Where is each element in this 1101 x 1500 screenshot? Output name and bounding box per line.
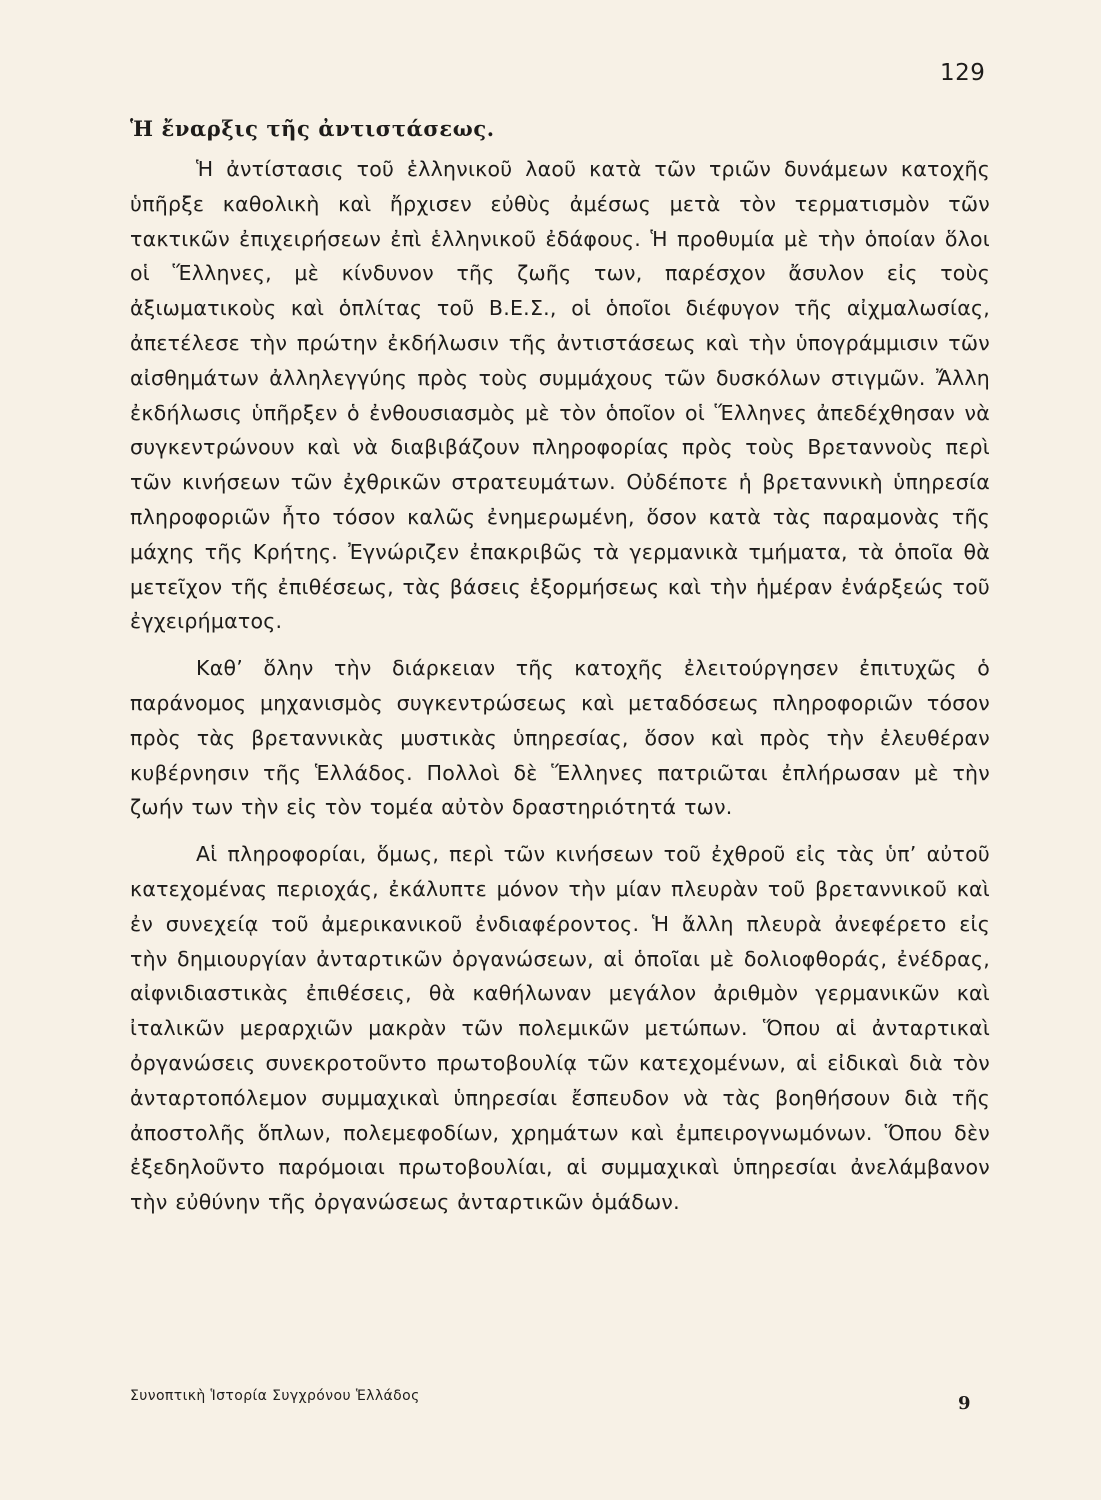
paragraph-3: Αἱ πληροφορίαι, ὅμως, περὶ τῶν κινήσεων τοῦ ἐχθροῦ εἰς τὰς ὑπ’ αὐτοῦ κατεχομένας περιοχάς, ἐκάλυπτε μόνον τὴν μίαν πλευρὰν τοῦ βρεταννικοῦ καὶ ἐν συνεχείᾳ τοῦ ἀμερικανικοῦ ἐνδιαφέροντος. Ἡ ἄλλη πλευρὰ ἀνεφέρετο εἰς τὴν δημιουργίαν ἀνταρτικῶν ὀργανώσεων, αἱ ὁποῖαι μὲ δολιοφθοράς, ἐνέδρας, αἰφνιδιαστικὰς ἐπιθέσεις, θὰ καθήλωναν μεγάλον ἀριθμὸν γερμανικῶν καὶ ἰταλικῶν μεραρχιῶν μακρὰν τῶν πολεμικῶν μετώπων. Ὅπου αἱ ἀνταρτικαὶ ὀργανώσεις συνεκροτοῦντο πρωτοβουλίᾳ τῶν κατεχομένων, αἱ εἰδικαὶ διὰ τὸν ἀνταρτοπόλεμον συμμαχικαὶ ὑπηρεσίαι ἔσπευδον νὰ τὰς βοηθήσουν διὰ τῆς ἀποστολῆς ὅπλων, πολεμεφοδίων, χρημάτων καὶ ἐμπειρογνωμόνων. Ὅπου δὲν ἐξεδηλοῦντο παρόμοιαι πρωτοβουλίαι, αἱ συμμαχικαὶ ὑπηρεσίαι ἀνελάμβανον τὴν εὐθύνην τῆς ὀργανώσεως ἀνταρτικῶν ὁμάδων.: [130, 842, 990, 1215]
paragraph-1: Ἡ ἀντίστασις τοῦ ἑλληνικοῦ λαοῦ κατὰ τῶν τριῶν δυνάμεων κατοχῆς ὑπῆρξε καθολικὴ καὶ ἤρχισεν εὐθὺς ἀμέσως μετὰ τὸν τερματισμὸν τῶν τακτικῶν ἐπιχειρήσεων ἐπὶ ἑλληνικοῦ ἐδάφους. Ἡ προθυμία μὲ τὴν ὁποίαν ὅλοι οἱ Ἕλληνες, μὲ κίνδυνον τῆς ζωῆς των, παρέσχον ἄσυλον εἰς τοὺς ἀξιωματικοὺς καὶ ὁπλίτας τοῦ Β.Ε.Σ., οἱ ὁποῖοι διέφυγον τῆς αἰχμαλωσίας, ἀπετέλεσε τὴν πρώτην ἐκδήλωσιν τῆς ἀντιστάσεως καὶ τὴν ὑπογράμμισιν τῶν αἰσθημάτων ἀλληλεγγύης πρὸς τοὺς συμμάχους τῶν δυσκόλων στιγμῶν. Ἄλλη ἐκδήλωσις ὑπῆρξεν ὁ ἐνθουσιασμὸς μὲ τὸν ὁποῖον οἱ Ἕλληνες ἀπεδέχθησαν νὰ συγκεντρώνουν καὶ νὰ διαβιβάζουν πληροφορίας πρὸς τοὺς Βρεταννοὺς περὶ τῶν κινήσεων τῶν ἐχθρικῶν στρατευμάτων. Οὐδέποτε ἡ βρεταννικὴ ὑπηρεσία πληροφοριῶν ἦτο τόσον καλῶς ἐνημερωμένη, ὅσον κατὰ τὰς παραμονὰς τῆς μάχης τῆς Κρήτης. Ἐγνώριζεν ἐπακριβῶς τὰ γερμανικὰ τμήματα, τὰ ὁποῖα θὰ μετεῖχον τῆς ἐπιθέσεως, τὰς βάσεις ἐξορμήσεως καὶ τὴν ἡμέραν ἐνάρξεώς τοῦ ἐγχειρήματος.: [130, 157, 990, 634]
paragraph-2: Καθ’ ὅλην τὴν διάρκειαν τῆς κατοχῆς ἐλειτούργησεν ἐπιτυχῶς ὁ παράνομος μηχανισμὸς συγκεντρώσεως καὶ μεταδόσεως πληροφοριῶν τόσον πρὸς τὰς βρεταννικὰς μυστικὰς ὑπηρεσίας, ὅσον καὶ πρὸς τὴν ἐλευθέραν κυβέρνησιν τῆς Ἑλλάδος. Πολλοὶ δὲ Ἕλληνες πατριῶται ἐπλήρωσαν μὲ τὴν ζωήν των τὴν εἰς τὸν τομέα αὐτὸν δραστηριότητά των.: [130, 656, 990, 820]
running-footer-title: Συνοπτικὴ Ἱστορία Συγχρόνου Ἑλλάδος: [130, 1388, 420, 1404]
section-heading: Ἡ ἔναρξις τῆς ἀντιστάσεως.: [130, 116, 495, 141]
page-number: 129: [940, 60, 986, 86]
footer: [130, 1388, 990, 1404]
signature-mark: 9: [958, 1393, 971, 1414]
main-text: [130, 112, 990, 1232]
